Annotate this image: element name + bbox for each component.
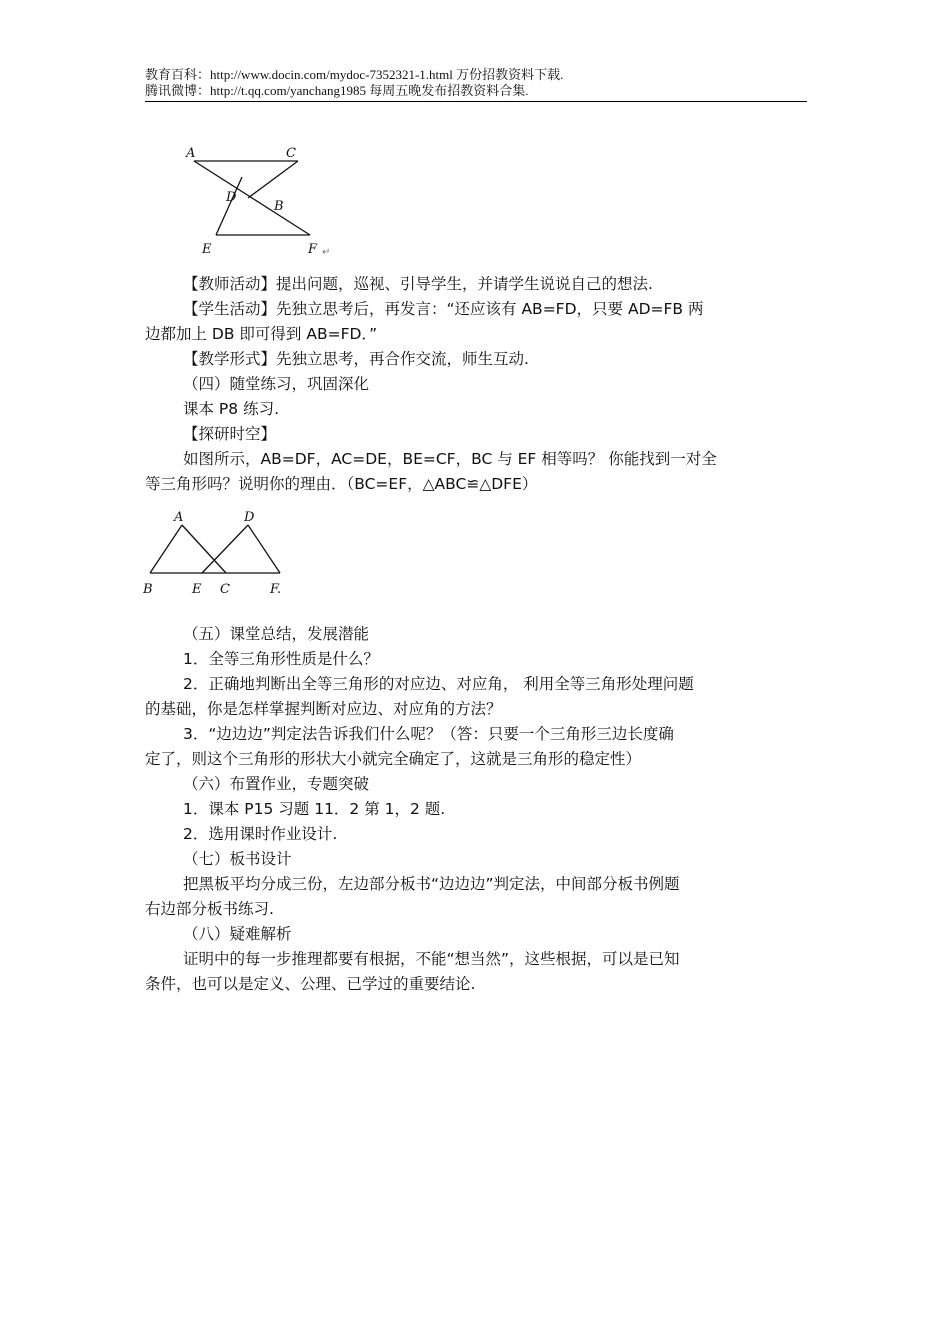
summary-item-2-line-2: 的基础，你是怎样掌握判断对应边、对应角的方法？ bbox=[145, 700, 502, 718]
section-5-heading: （五）课堂总结，发展潜能 bbox=[183, 625, 370, 643]
figure-1-diagram bbox=[180, 143, 340, 261]
segment-ac bbox=[182, 525, 226, 573]
homework-item-2: 2．选用课时作业设计. bbox=[183, 825, 338, 843]
section-7-heading: （七）板书设计 bbox=[183, 850, 292, 868]
student-activity-line-1: 【学生活动】先独立思考后，再发言：“还应该有 AB=FD，只要 AD=FB 两 bbox=[183, 300, 704, 318]
section-6-heading: （六）布置作业，专题突破 bbox=[183, 775, 370, 793]
figure-2-diagram bbox=[140, 507, 290, 599]
label-e: E bbox=[202, 242, 212, 257]
summary-item-3-line-1: 3．“边边边”判定法告诉我们什么呢？（答：只要一个三角形三边长度确 bbox=[183, 725, 674, 743]
header-line-2: 腾讯微博：http://t.qq.com/yanchang1985 每周五晚发布招教资料合集. bbox=[145, 83, 529, 98]
label-e: E bbox=[192, 582, 202, 597]
page-header bbox=[145, 67, 807, 99]
header-divider bbox=[145, 101, 807, 102]
label-d: D bbox=[244, 510, 255, 525]
return-mark: ↵ bbox=[322, 247, 331, 258]
segment-af bbox=[194, 161, 310, 235]
segment-ab bbox=[150, 525, 182, 573]
difficulty-analysis-line-1: 证明中的每一步推理都要有根据，不能“想当然”，这些根据，可以是已知 bbox=[183, 950, 680, 968]
label-d: D bbox=[226, 190, 237, 205]
segment-cd bbox=[248, 161, 298, 198]
board-design-line-2: 右边部分板书练习. bbox=[145, 900, 274, 918]
header-line-1: 教育百科：http://www.docin.com/mydoc-7352321-1.html 万份招教资料下载. bbox=[145, 67, 564, 82]
section-4-heading: （四）随堂练习，巩固深化 bbox=[183, 375, 370, 393]
summary-item-3-line-2: 定了，则这个三角形的形状大小就完全确定了，这就是三角形的稳定性） bbox=[145, 750, 642, 768]
label-b: B bbox=[274, 199, 284, 214]
label-a: A bbox=[174, 510, 184, 525]
research-heading: 【探研时空】 bbox=[183, 425, 277, 443]
board-design-line-1: 把黑板平均分成三份，左边部分板书“边边边”判定法，中间部分板书例题 bbox=[183, 875, 680, 893]
label-c: C bbox=[220, 582, 230, 597]
research-question-line-1: 如图所示，AB=DF，AC=DE，BE=CF，BC 与 EF 相等吗？ 你能找到一对全 bbox=[183, 450, 717, 468]
segment-ed bbox=[216, 177, 242, 235]
label-c: C bbox=[286, 146, 296, 161]
teacher-activity: 【教师活动】提出问题，巡视、引导学生，并请学生说说自己的想法. bbox=[183, 275, 653, 293]
textbook-exercise: 课本 P8 练习. bbox=[183, 400, 279, 418]
homework-item-1: 1．课本 P15 习题 11．2 第 1，2 题. bbox=[183, 800, 446, 818]
segment-de bbox=[202, 525, 248, 573]
teaching-format: 【教学形式】先独立思考，再合作交流，师生互动. bbox=[183, 350, 529, 368]
summary-item-1: 1．全等三角形性质是什么？ bbox=[183, 650, 379, 668]
difficulty-analysis-line-2: 条件，也可以是定义、公理、已学过的重要结论. bbox=[145, 975, 476, 993]
research-question-line-2: 等三角形吗？说明你的理由．（BC=EF，△ABC≌△DFE） bbox=[145, 475, 538, 493]
section-8-heading: （八）疑难解析 bbox=[183, 925, 292, 943]
label-f: F. bbox=[270, 582, 282, 597]
segment-df bbox=[248, 525, 280, 573]
student-activity-line-2: 边都加上 DB 即可得到 AB=FD．” bbox=[145, 325, 378, 343]
label-b: B bbox=[143, 582, 153, 597]
label-f: F bbox=[308, 242, 318, 257]
summary-item-2-line-1: 2．正确地判断出全等三角形的对应边、对应角， 利用全等三角形处理问题 bbox=[183, 675, 694, 693]
label-a: A bbox=[186, 146, 196, 161]
